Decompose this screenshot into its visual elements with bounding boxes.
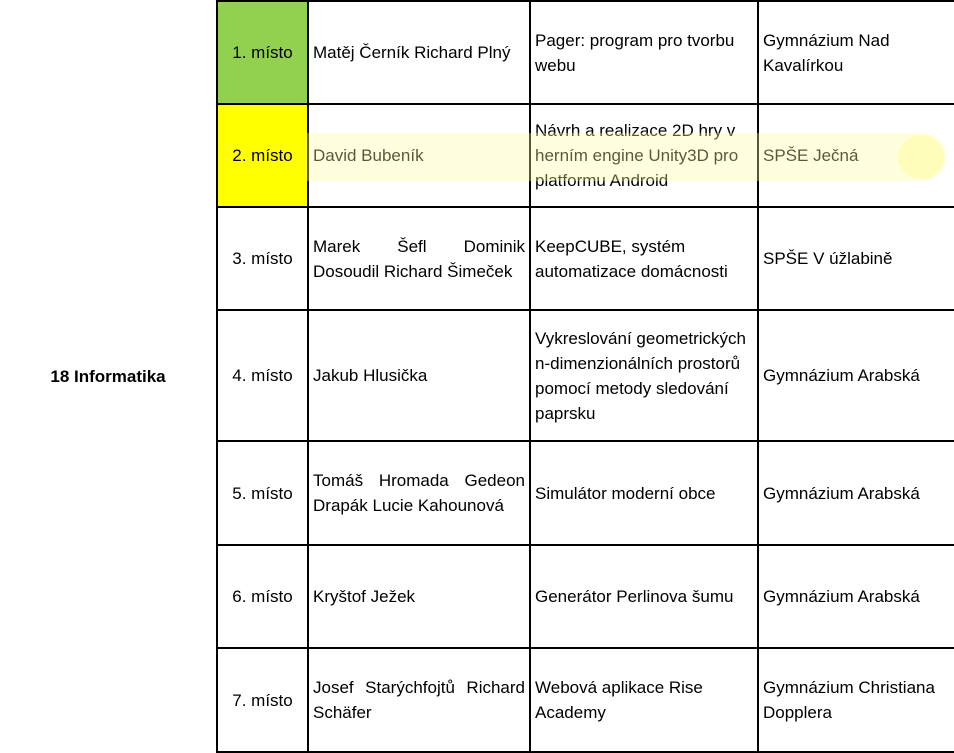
school-cell: Gymnázium Arabská xyxy=(758,545,954,648)
table-row xyxy=(0,1,954,104)
school-cell: Gymnázium Christiana Dopplera xyxy=(758,648,954,752)
names-cell: Tomáš Hromada Gedeon Drapák Lucie Kahounová xyxy=(308,441,530,545)
school-cell: SPŠE Ječná xyxy=(758,104,954,207)
rank-cell: 4. místo xyxy=(217,310,308,441)
names-cell: Josef Starýchfojtů Richard Schäfer xyxy=(308,648,530,752)
project-cell: Vykreslování geometrických n-dimenzionálních prostorů pomocí metody sledování paprsku xyxy=(530,310,758,441)
rank-cell: 5. místo xyxy=(217,441,308,545)
rank-cell: 7. místo xyxy=(217,648,308,752)
school-cell: Gymnázium Nad Kavalírkou xyxy=(758,1,954,104)
rank-cell: 1. místo xyxy=(217,1,308,104)
school-cell: SPŠE V úžlabině xyxy=(758,207,954,310)
project-cell: Pager: program pro tvorbu webu xyxy=(530,1,758,104)
project-cell: Webová aplikace Rise Academy xyxy=(530,648,758,752)
rank-cell: 3. místo xyxy=(217,207,308,310)
names-cell: Jakub Hlusička xyxy=(308,310,530,441)
rank-cell: 6. místo xyxy=(217,545,308,648)
category-label: 18 Informatika xyxy=(0,1,217,752)
rank-cell: 2. místo xyxy=(217,104,308,207)
project-cell: Simulátor moderní obce xyxy=(530,441,758,545)
school-cell: Gymnázium Arabská xyxy=(758,310,954,441)
names-cell: Marek Šefl Dominik Dosoudil Richard Šimeček xyxy=(308,207,530,310)
names-cell: Matěj Černík Richard Plný xyxy=(308,1,530,104)
project-cell: Návrh a realizace 2D hry v herním engine Unity3D pro platformu Android xyxy=(530,104,758,207)
names-cell: Kryštof Ježek xyxy=(308,545,530,648)
names-cell: David Bubeník xyxy=(308,104,530,207)
project-cell: KeepCUBE, systém automatizace domácnosti xyxy=(530,207,758,310)
school-cell: Gymnázium Arabská xyxy=(758,441,954,545)
project-cell: Generátor Perlinova šumu xyxy=(530,545,758,648)
